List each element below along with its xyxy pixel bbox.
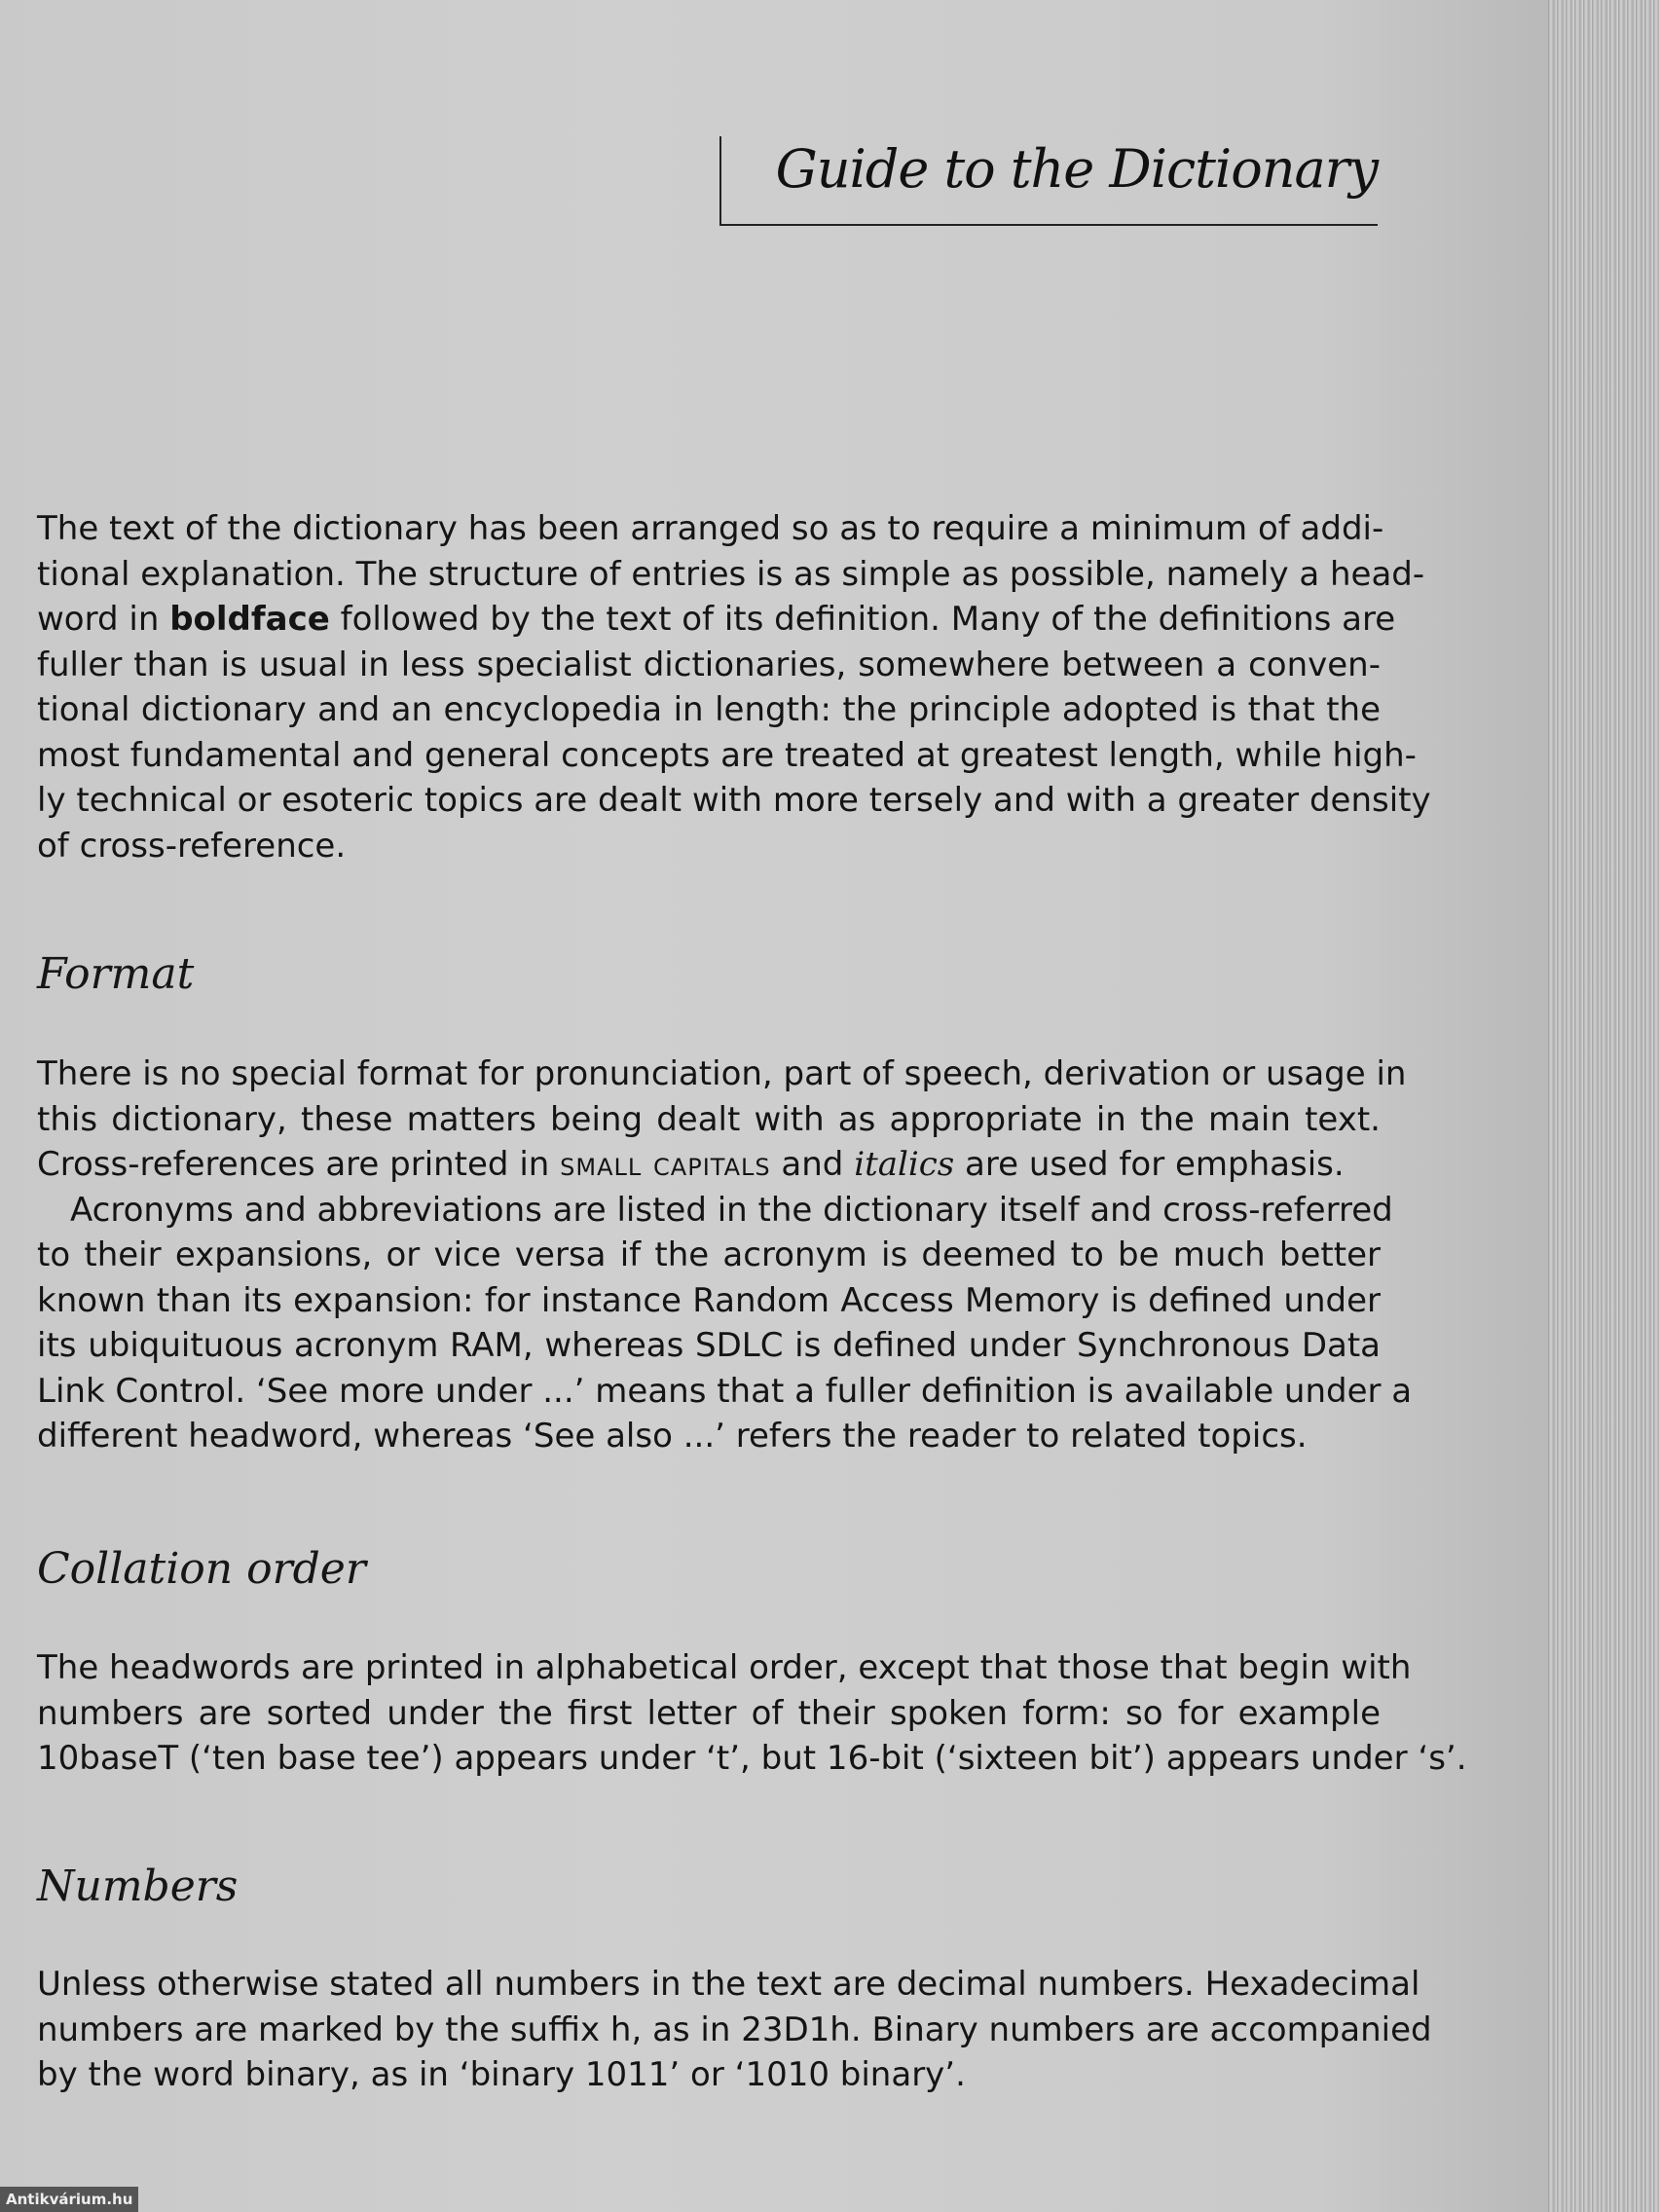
text-line: this dictionary, these matters being dealt with as appropriate in the main text.	[37, 1099, 1381, 1139]
section-heading-collation-order: Collation order	[37, 1544, 366, 1594]
text-line: known than its expansion: for instance Random Access Memory is defined under	[37, 1280, 1381, 1320]
section-heading-numbers: Numbers	[37, 1862, 239, 1911]
collation-paragraph	[37, 1645, 1467, 1782]
text-line: most fundamental and general concepts are treated at greatest length, while high-	[37, 735, 1417, 775]
text-line: The text of the dictionary has been arranged so as to require a minimum of addi-	[37, 509, 1384, 548]
text-line	[37, 597, 1396, 643]
text-line: 10baseT (‘ten base tee’) appears under ‘t’, but 16-bit (‘sixteen bit’) appears under ‘s’.	[37, 1739, 1467, 1778]
title-rule	[719, 136, 1378, 226]
page-edges	[1548, 0, 1659, 2212]
text-line: The headwords are printed in alphabetical order, except that those that begin with	[37, 1648, 1412, 1687]
text-run: followed by the text of its definition. Many of the definitions are	[329, 600, 1396, 639]
text-line: to their expansions, or vice versa if the acronym is deemed to be much better	[37, 1235, 1381, 1274]
text-line: numbers are sorted under the first letter of their spoken form: so for example	[37, 1693, 1381, 1733]
italics-example: italics	[854, 1145, 955, 1184]
text-line: Unless otherwise stated all numbers in the text are decimal numbers. Hexadecimal	[37, 1965, 1420, 2004]
watermark-label: Antikvárium.hu	[0, 2187, 138, 2212]
text-line: Link Control. ‘See more under ...’ means that a fuller definition is available under a	[37, 1371, 1413, 1411]
format-paragraph	[37, 1051, 1413, 1459]
boldface-example: boldface	[169, 600, 330, 639]
text-line: tional explanation. The structure of entries is as simple as possible, namely a head-	[37, 554, 1425, 594]
text-line: There is no special format for pronunciation, part of speech, derivation or usage in	[37, 1054, 1407, 1093]
text-line: fuller than is usual in less specialist dictionaries, somewhere between a conven-	[37, 645, 1381, 684]
text-line: numbers are marked by the suffix h, as in 23D1h. Binary numbers are accompanied	[37, 2009, 1432, 2049]
text-line: ly technical or esoteric topics are dealt with more tersely and with a greater density	[37, 781, 1431, 820]
text-run: Cross-references are printed in	[37, 1145, 561, 1184]
text-line	[37, 1142, 1381, 1188]
small-capitals-example: small capitals	[560, 1145, 771, 1184]
text-line: Acronyms and abbreviations are listed in the dictionary itself and cross-referred	[70, 1190, 1393, 1230]
page-title: Guide to the Dictionary	[775, 138, 1378, 200]
text-line: different headword, whereas ‘See also ...’ refers the reader to related topics.	[37, 1417, 1308, 1456]
text-line: tional dictionary and an encyclopedia in length: the principle adopted is that the	[37, 690, 1381, 729]
section-heading-format: Format	[37, 949, 195, 999]
numbers-paragraph	[37, 1962, 1432, 2098]
intro-paragraph	[37, 506, 1431, 868]
text-run: and	[770, 1145, 855, 1184]
text-line: its ubiquituous acronym RAM, whereas SDLC is defined under Synchronous Data	[37, 1326, 1381, 1365]
text-run: are used for emphasis.	[954, 1145, 1345, 1184]
text-run: word in	[37, 600, 170, 639]
text-line: by the word binary, as in ‘binary 1011’ or ‘1010 binary’.	[37, 2055, 966, 2094]
text-line: of cross-reference.	[37, 826, 347, 866]
